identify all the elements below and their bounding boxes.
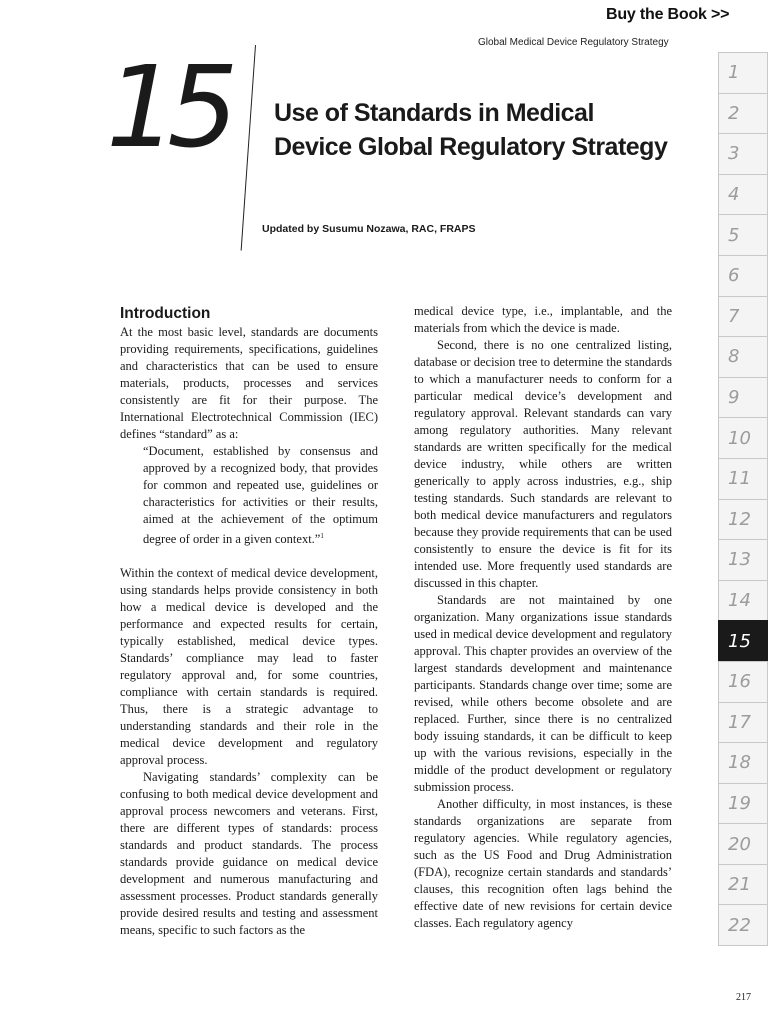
paragraph: Standards are not maintained by one organization. Many organizations issue standards used in medical device development and regulatory approval. This chapter provides an overview of the largest standards development and maintenance participants. Standards change over time; some are revised, while others become obsolete and are replaced. Further, since there is no centralized body issuing standards, it can be difficult to keep up with the various revisions, especially in the middle of the product development or regulatory submission process. — [414, 593, 672, 794]
chapter-tab-9[interactable]: 9 — [718, 377, 768, 418]
chapter-tab-15[interactable]: 15 — [718, 620, 768, 661]
chapter-number: 15 — [106, 43, 229, 173]
chapter-tab-11[interactable]: 11 — [718, 458, 768, 499]
chapter-tab-13[interactable]: 13 — [718, 539, 768, 580]
quote-text: “Document, established by consensus and approved by a recognized body, that provides for common and repeated use, guidelines or characteristics for activities or their results, aimed at the achievement of the optimum degree of order in a given context.” — [143, 444, 378, 547]
chapter-tab-3[interactable]: 3 — [718, 133, 768, 174]
chapter-tab-22[interactable]: 22 — [718, 904, 768, 946]
chapter-tab-12[interactable]: 12 — [718, 499, 768, 540]
buy-the-book-link[interactable]: Buy the Book >> — [606, 6, 730, 23]
left-column — [120, 303, 378, 939]
footnote-marker: 1 — [320, 532, 324, 540]
running-header: Global Medical Device Regulatory Strategy — [478, 37, 669, 48]
paragraph: Another difficulty, in most instances, is these standards organizations are separate from regulatory agencies. While regulatory agencies, such as the US Food and Drug Administration (FDA), recognize certain standards and standards’ clauses, this recognition often lags behind the effective date of new revisions for certain device classes. Each regulatory agency — [414, 797, 672, 930]
paragraph: Navigating standards’ complexity can be confusing to both medical device development and approval process newcomers and veterans. First, there are different types of standards: process standards and product standards. The process standards provide guidance on medical device development and numerous manufacturing and assessment processes. Product standards generally provide desired results and testing and assessment means, specific to such factors as the — [120, 770, 378, 938]
chapter-tab-4[interactable]: 4 — [718, 174, 768, 215]
chapter-tab-20[interactable]: 20 — [718, 823, 768, 864]
chapter-tab-16[interactable]: 16 — [718, 661, 768, 702]
chapter-tab-1[interactable]: 1 — [718, 52, 768, 93]
right-column — [414, 303, 672, 932]
chapter-thumb-tabs — [718, 52, 768, 946]
chapter-tab-18[interactable]: 18 — [718, 742, 768, 783]
chapter-tab-8[interactable]: 8 — [718, 336, 768, 377]
chapter-tab-5[interactable]: 5 — [718, 214, 768, 255]
chapter-title-line-1: Use of Standards in Medical — [274, 99, 594, 127]
title-divider — [241, 45, 256, 251]
section-heading: Introduction — [120, 305, 211, 322]
author-byline: Updated by Susumu Nozawa, RAC, FRAPS — [262, 223, 476, 235]
chapter-tab-6[interactable]: 6 — [718, 255, 768, 296]
chapter-title — [274, 96, 694, 164]
chapter-tab-2[interactable]: 2 — [718, 93, 768, 134]
paragraph: Within the context of medical device development, using standards helps provide consistency in both how a medical device is developed and the performance and expected results for certain, typically established, medical device types. Standards’ compliance may lead to faster regulatory approval and, for some countries, compliance with certain standards is required. Thus, there is a strategic advantage to understanding standards and their role in the medical device development and regulatory approval process. — [120, 566, 378, 768]
page-number: 217 — [736, 992, 751, 1003]
chapter-tab-10[interactable]: 10 — [718, 417, 768, 458]
paragraph: medical device type, i.e., implantable, and the materials from which the device is made. — [414, 304, 672, 335]
chapter-tab-19[interactable]: 19 — [718, 783, 768, 824]
chapter-tab-14[interactable]: 14 — [718, 580, 768, 621]
chapter-title-line-2: Device Global Regulatory Strategy — [274, 133, 668, 161]
paragraph: Second, there is no one centralized listing, database or decision tree to determine the standards to which a manufacturer needs to conform for a particular medical device’s development and regulatory approval. Relevant standards can vary among regulatory authorities. Many relevant standards are written specifically for the medical device industry, while others are written generically to apply across industries, e.g., ship testing standards. Such standards are relevant to both medical device manufacturers and regulators because they provide requirements that can be used consistently to ensure the device is fit for its intended use. More frequently used standards are discussed in this chapter. — [414, 338, 672, 590]
block-quote — [143, 443, 378, 548]
chapter-tab-7[interactable]: 7 — [718, 296, 768, 337]
paragraph: At the most basic level, standards are documents providing requirements, specifications, guidelines and characteristics that can be used to ensure materials, products, processes and services consistently are fit for their purpose. The International Electrotechnical Commission (IEC) defines “standard” as a: — [120, 325, 378, 441]
chapter-tab-17[interactable]: 17 — [718, 702, 768, 743]
chapter-tab-21[interactable]: 21 — [718, 864, 768, 905]
